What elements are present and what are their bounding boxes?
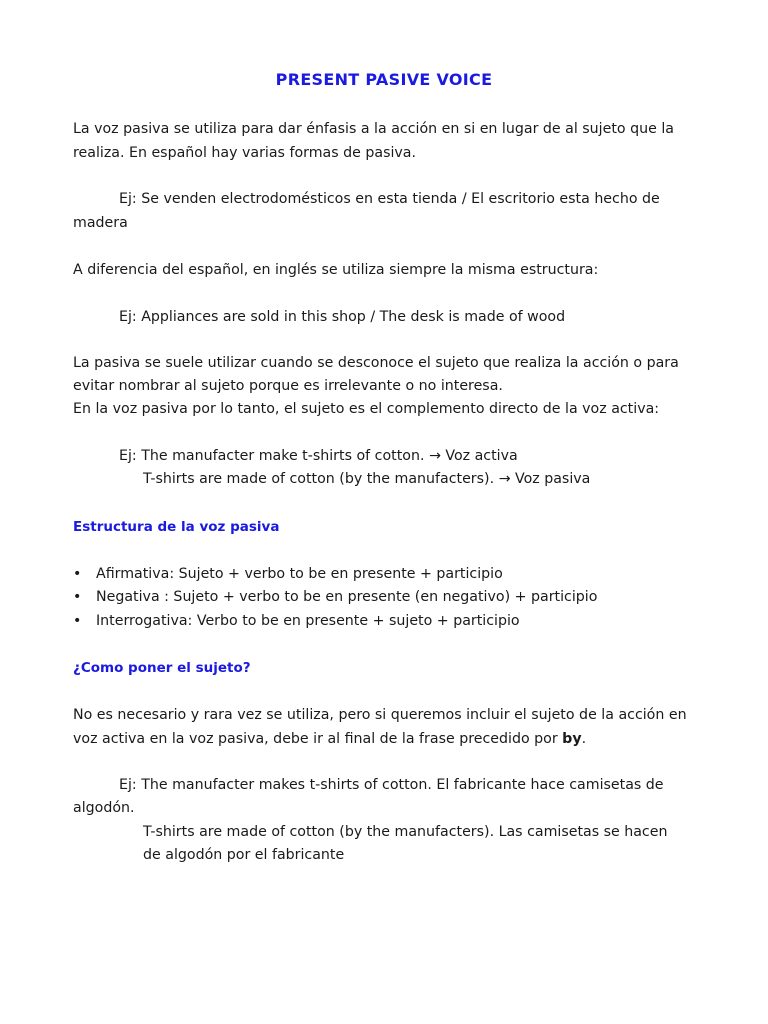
subject-heading: ¿Como poner el sujeto? [73, 660, 251, 676]
example-1-line-2: madera [73, 215, 128, 231]
example-2: Ej: Appliances are sold in this shop / The desk is made of wood [119, 309, 566, 325]
bullet-item-affirmative [73, 563, 503, 586]
bullet-item-interrogative [73, 610, 520, 633]
example-4-line-2: algodón. [73, 800, 135, 816]
example-3-line-2: T-shirts are made of cotton (by the manufacters). → Voz pasiva [143, 471, 591, 487]
example-1-line-1: Ej: Se venden electrodomésticos en esta tienda / El escritorio esta hecho de [119, 191, 660, 207]
example-4-line-3: T-shirts are made of cotton (by the manufacters). Las camisetas se hacen [143, 824, 668, 840]
subject-by-keyword: by [562, 731, 582, 747]
intro-line-2: realiza. En español hay varias formas de pasiva. [73, 145, 417, 161]
bullet-item-negative [73, 586, 597, 609]
bullet-icon: • [73, 589, 82, 605]
example-3-line-1: Ej: The manufacter make t-shirts of cotton. → Voz activa [119, 448, 518, 464]
usage-line-1: La pasiva se suele utilizar cuando se desconoce el sujeto que realiza la acción o para [73, 355, 679, 371]
subject-line-2-text: voz activa en la voz pasiva, debe ir al final de la frase precedido por [73, 731, 563, 747]
example-4-line-1: Ej: The manufacter makes t-shirts of cotton. El fabricante hace camisetas de [119, 777, 664, 793]
subject-line-2 [73, 728, 586, 751]
subject-line-1: No es necesario y rara vez se utiliza, pero si queremos incluir el sujeto de la acción en [73, 707, 687, 723]
page-title: PRESENT PASIVE VOICE [275, 70, 493, 89]
bullet-text: Negativa : Sujeto + verbo to be en presente (en negativo) + participio [96, 589, 598, 605]
difference-paragraph: A diferencia del español, en inglés se utiliza siempre la misma estructura: [73, 262, 599, 278]
intro-line-1: La voz pasiva se utiliza para dar énfasis a la acción en si en lugar de al sujeto que la [73, 121, 674, 137]
subject-line-2-end: . [581, 731, 587, 747]
bullet-icon: • [73, 566, 82, 582]
bullet-text: Afirmativa: Sujeto + verbo to be en presente + participio [96, 566, 503, 582]
usage-line-3: En la voz pasiva por lo tanto, el sujeto es el complemento directo de la voz activa: [73, 401, 660, 417]
usage-line-2: evitar nombrar al sujeto porque es irrelevante o no interesa. [73, 378, 503, 394]
example-4-line-4: de algodón por el fabricante [143, 847, 345, 863]
bullet-text: Interrogativa: Verbo to be en presente + sujeto + participio [96, 613, 520, 629]
bullet-icon: • [73, 613, 82, 629]
structure-heading: Estructura de la voz pasiva [73, 519, 280, 535]
